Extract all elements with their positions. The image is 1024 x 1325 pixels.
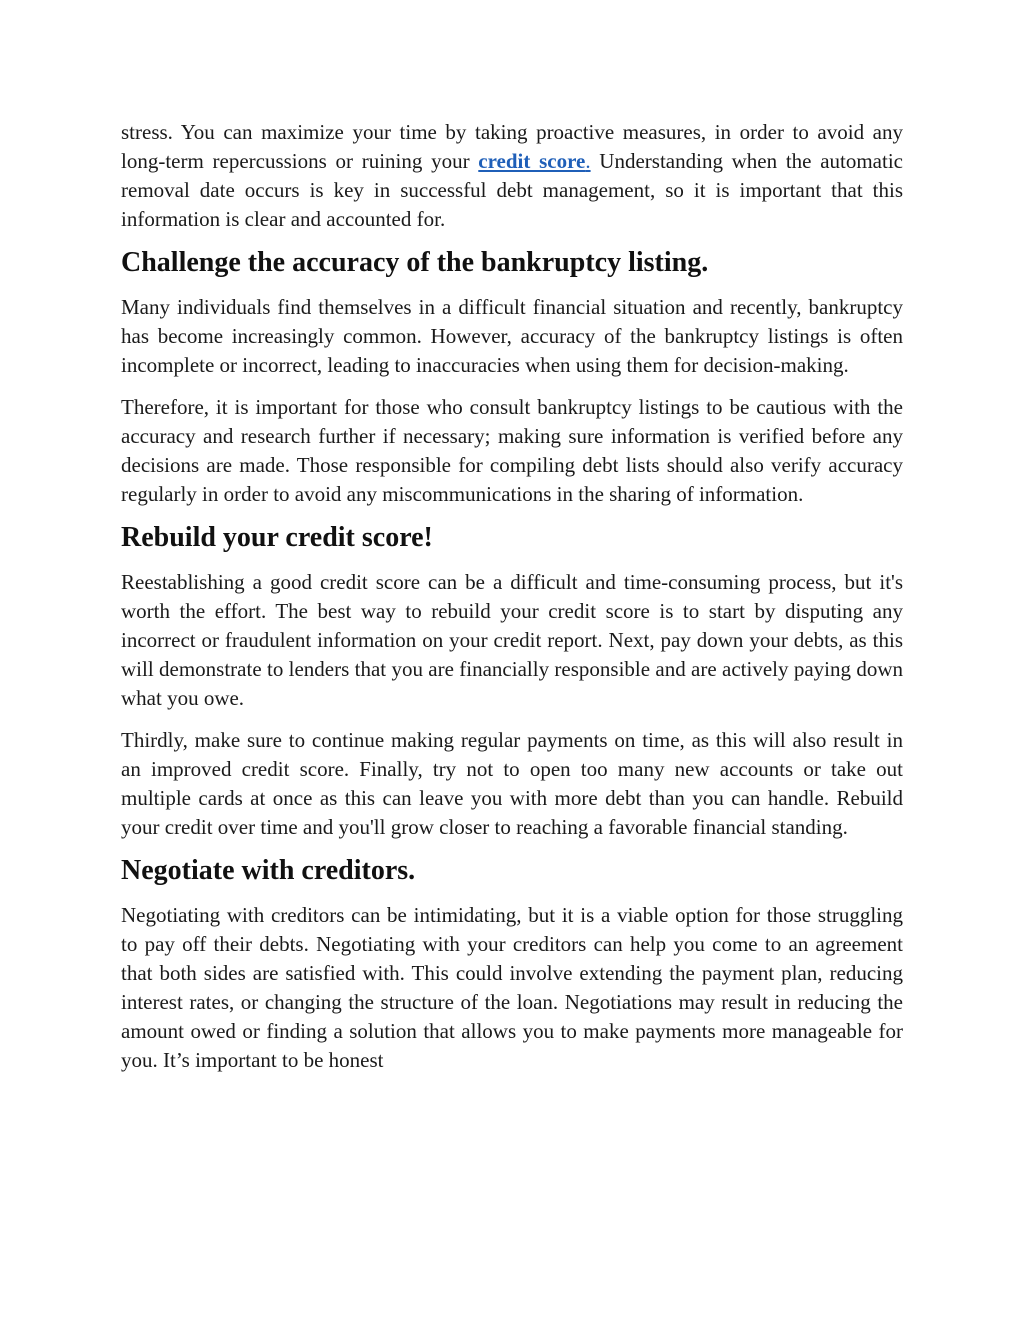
credit-score-link-period[interactable]: .: [585, 149, 591, 173]
paragraph-regular-payments: Thirdly, make sure to continue making regular payments on time, as this will also result in an improved credit score. Finally, try not to open too many new accounts or take out multiple cards at once as this can leave you with more debt than you can handle. Rebuild your credit over time and you'll grow closer to reaching a favorable financial standing.: [121, 728, 903, 839]
document-page: [121, 118, 903, 1088]
intro-paragraph: [121, 118, 903, 234]
heading-rebuild-credit: Rebuild your credit score!: [121, 522, 433, 553]
credit-score-link[interactable]: credit score: [478, 149, 586, 173]
intro-text-after-link: Understanding when the automatic removal date occurs is key in successful debt management, so it is important that this information is clear and accounted for.: [121, 149, 903, 231]
paragraph-consult-listings: Therefore, it is important for those who consult bankruptcy listings to be cautious with the accuracy and research further if necessary; making sure information is verified before any decisions are made. Those responsible for compiling debt lists should also verify accuracy regularly in order to avoid any miscommunications in the sharing of information.: [121, 395, 903, 506]
heading-negotiate-creditors: Negotiate with creditors.: [121, 855, 416, 886]
paragraph-reestablishing-credit: Reestablishing a good credit score can be a difficult and time-consuming process, but it's worth the effort. The best way to rebuild your credit score is to start by disputing any incorrect or fraudulent information on your credit report. Next, pay down your debts, as this will demonstrate to lenders that you are financially responsible and are actively paying down what you owe.: [121, 570, 903, 710]
paragraph-negotiating: Negotiating with creditors can be intimidating, but it is a viable option for those struggling to pay off their debts. Negotiating with your creditors can help you come to an agreement that both sides are satisfied with. This could involve extending the payment plan, reducing interest rates, or changing the structure of the loan. Negotiations may result in reducing the amount owed or finding a solution that allows you to make payments more manageable for you. It’s important to be honest: [121, 903, 903, 1072]
intro-text-before-link: stress. You can maximize your time by taking proactive measures, in order to avoid any long-term repercussions or ruining your: [121, 120, 903, 173]
heading-challenge-accuracy: Challenge the accuracy of the bankruptcy listing.: [121, 247, 709, 278]
paragraph-bankruptcy-listings: Many individuals find themselves in a difficult financial situation and recently, bankruptcy has become increasingly common. However, accuracy of the bankruptcy listings is often incomplete or incorrect, leading to inaccuracies when using them for decision-making.: [121, 295, 903, 377]
